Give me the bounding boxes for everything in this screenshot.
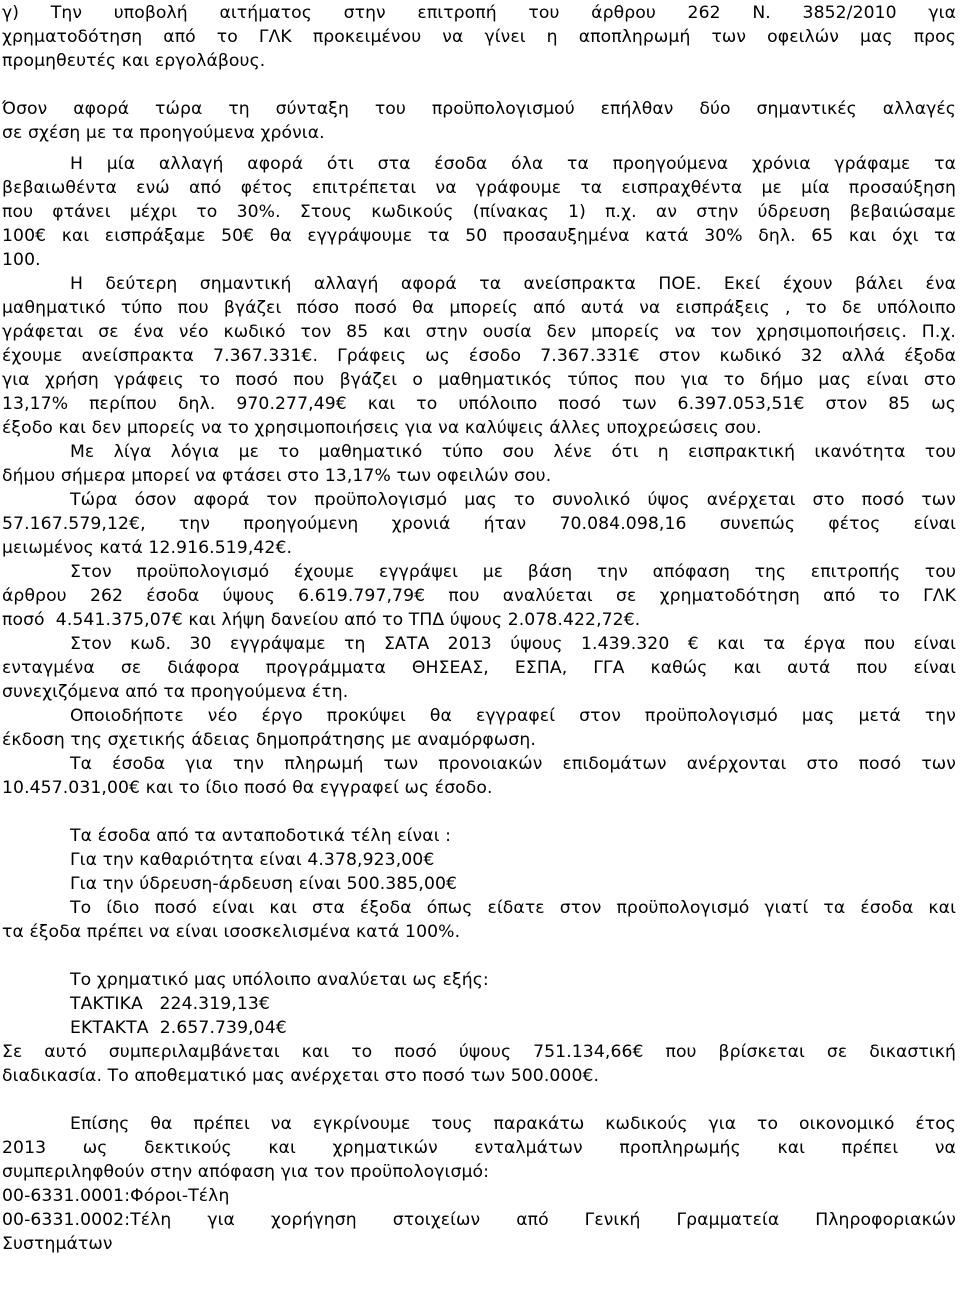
text-line: άρθρου 262 έσοδα ύψους 6.619.797,79€ που αναλύεται σε χρηματοδότηση από το ΓΛΚ (2, 586, 956, 606)
text-line: δήμου σήμερα μπορεί να φτάσει στο 13,17% των οφειλών σου. (2, 466, 552, 486)
text-line: Στον προϋπολογισμό έχουμε εγγράψει με βάση την απόφαση της επιτροπής του (70, 562, 956, 582)
text-line: ΤΑΚΤΙΚΑ 224.319,13€ (70, 994, 270, 1014)
text-line: που φτάνει μέχρι το 30%. Στους κωδικούς (πίνακας 1) π.χ. αν στην ύδρευση βεβαιώσαμε (2, 202, 956, 222)
text-line: Συστημάτων (2, 1234, 113, 1254)
text-line: ενταγμένα σε διάφορα προγράμματα ΘΗΣΕΑΣ, ΕΣΠΑ, ΓΓΑ καθώς και αυτά που είναι (2, 658, 956, 678)
text-line: Για την καθαριότητα είναι 4.378,923,00€ (70, 850, 435, 870)
text-line: Για την ύδρευση-άρδευση είναι 500.385,00€ (70, 874, 458, 894)
text-line: έκδοση της σχετικής άδειας δημοπράτησης με αναμόρφωση. (2, 730, 536, 750)
text-line: Η δεύτερη σημαντική αλλαγή αφορά τα ανείσπρακτα ΠΟΕ. Εκεί έχουν βάλει ένα (70, 274, 956, 294)
text-line: Τα έσοδα από τα ανταποδοτικά τέλη είναι : (70, 826, 452, 846)
text-line: 2013 ως δεκτικούς και χρηματικών ενταλμάτων προπληρωμής και πρέπει να (2, 1138, 956, 1158)
text-line: Με λίγα λόγια με το μαθηματικό τύπο σου λένε ότι η εισπρακτική ικανότητα του (70, 442, 956, 462)
text-line: 13,17% περίπου δηλ. 970.277,49€ και το υπόλοιπο ποσό των 6.397.053,51€ στον 85 ως (2, 394, 956, 414)
text-line: 00-6331.0002:Τέλη για χορήγηση στοιχείων από Γενική Γραμματεία Πληροφοριακών (2, 1210, 956, 1230)
text-line: Το χρηματικό μας υπόλοιπο αναλύεται ως εξής: (70, 970, 489, 990)
text-line: 00-6331.0001:Φόροι-Τέλη (2, 1186, 230, 1206)
text-line: Οποιοδήποτε νέο έργο προκύψει θα εγγραφεί στον προϋπολογισμό μας μετά την (70, 706, 956, 726)
text-line: Τα έσοδα για την πληρωμή των προνοιακών επιδομάτων ανέρχονται στο ποσό των (70, 754, 956, 774)
text-line: έχουμε ανείσπρακτα 7.367.331€. Γράφεις ως έσοδο 7.367.331€ στον κωδικό 32 αλλά έξοδα (2, 346, 956, 366)
text-line: βεβαιωθέντα ενώ από φέτος επιτρέπεται να γράφουμε τα εισπραχθέντα με μία προσαύξηση (2, 178, 956, 198)
text-line: Στον κωδ. 30 εγγράψαμε τη ΣΑΤΑ 2013 ύψους 1.439.320 € και τα έργα που είναι (70, 634, 956, 654)
text-line: μειωμένος κατά 12.916.519,42€. (2, 538, 293, 558)
text-line: χρηματοδότηση από το ΓΛΚ προκειμένου να γίνει η αποπληρωμή των οφειλών μας προς (2, 27, 956, 47)
text-line: Επίσης θα πρέπει να εγκρίνουμε τους παρακάτω κωδικούς για το οικονομικό έτος (70, 1114, 956, 1134)
text-line: Το ίδιο ποσό είναι και στα έξοδα όπως είδατε στον προϋπολογισμό γιατί τα έσοδα και (70, 898, 956, 918)
text-line: ποσό 4.541.375,07€ και λήψη δανείου από το ΤΠΔ ύψους 2.078.422,72€. (2, 610, 641, 630)
text-line: γράφεται σε ένα νέο κωδικό τον 85 και στην ουσία δεν μπορείς να τον χρησιμοποιήσεις. Π.χ. (2, 322, 956, 342)
text-line: Σε αυτό συμπεριλαμβάνεται και το ποσό ύψους 751.134,66€ που βρίσκεται σε δικαστική (2, 1042, 956, 1062)
text-line: 57.167.579,12€, την προηγούμενη χρονιά ήταν 70.084.098,16 συνεπώς φέτος είναι (2, 514, 956, 534)
text-line: ΕΚΤΑΚΤΑ 2.657.739,04€ (70, 1018, 287, 1038)
text-line: 10.457.031,00€ και το ίδιο ποσό θα εγγραφεί ως έσοδο. (2, 778, 493, 798)
text-line: γ) Την υποβολή αιτήματος στην επιτροπή του άρθρου 262 Ν. 3852/2010 για (2, 3, 956, 23)
text-line: έξοδο και δεν μπορείς να το χρησιμοποιήσεις για να καλύψεις άλλες υποχρεώσεις σου. (2, 418, 762, 438)
text-line: τα έξοδα πρέπει να είναι ισοσκελισμένα κατά 100%. (2, 922, 461, 942)
text-line: συνεχιζόμενα από τα προηγούμενα έτη. (2, 682, 349, 702)
text-line: Η μία αλλαγή αφορά ότι στα έσοδα όλα τα προηγούμενα χρόνια γράφαμε τα (70, 154, 956, 174)
text-line: 100. (2, 250, 41, 270)
text-line: σε σχέση με τα προηγούμενα χρόνια. (2, 123, 325, 143)
text-line: Όσον αφορά τώρα τη σύνταξη του προϋπολογισμού επήλθαν δύο σημαντικές αλλαγές (2, 99, 956, 119)
text-line: για χρήση γράφεις το ποσό που βγάζει ο μαθηματικός τύπος που για το δήμο μας είναι στο (2, 370, 956, 390)
text-line: διαδικασία. Το αποθεματικό μας ανέρχεται στο ποσό των 500.000€. (2, 1066, 600, 1086)
text-line: Τώρα όσον αφορά τον προϋπολογισμό μας το συνολικό ύψος ανέρχεται στο ποσό των (70, 490, 956, 510)
text-line: 100€ και εισπράξαμε 50€ θα εγγράψουμε τα 50 προσαυξημένα κατά 30% δηλ. 65 και όχι τα (2, 226, 956, 246)
text-line: προμηθευτές και εργολάβους. (2, 51, 266, 71)
text-line: συμπεριληφθούν στην απόφαση για τον προϋπολογισμό: (2, 1162, 489, 1182)
text-line: μαθηματικό τύπο που βγάζει πόσο ποσό θα μπορείς από αυτά να εισπράξεις , το δε υπόλοιπο (2, 298, 956, 318)
